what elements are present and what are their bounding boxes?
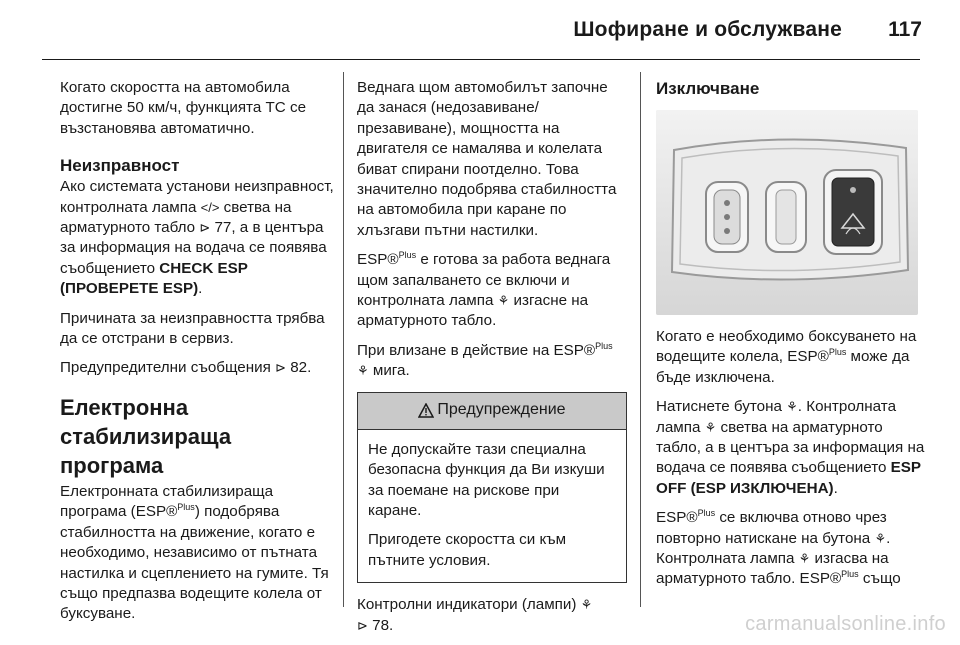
paragraph: Веднага щом автомобилът започне да занася (недозавиване/ презавиване), мощността на двигателя се намалява и колелата биват спирани поотделно. Това значително подобрява стабилността на автомобила при каране по хлъзгави пътни настилки.: [357, 79, 617, 239]
watermark: carmanualsonline.info: [745, 613, 946, 635]
page-header: [0, 0, 960, 60]
esp-button-illustration: [656, 110, 918, 315]
section-heading-fault: Неизправност: [60, 156, 180, 176]
paragraph: Предупредителни съобщения ⊳ 82.: [60, 359, 312, 377]
paragraph: Когато скоростта на автомобила достигне 50 км/ч, функцията TC се възстановява автоматично.: [60, 79, 307, 137]
section-heading-esp: Електронна стабилизираща програма: [60, 394, 232, 478]
esp-lamp-icon: ⚘: [704, 419, 717, 435]
paragraph: ESP®$^{Plus}$ се включва отново чрез повторно натискане на бутона ⚘. Контролната лампа ⚘ изгасва на арматурното табло. ESP®$^{Plus}$ също: [656, 508, 901, 588]
column-2: [357, 78, 627, 645]
header-rule: [42, 59, 920, 60]
paragraph: Контролни индикатори (лампи) ⚘ ⊳ 78.: [357, 596, 593, 634]
page-reference-arrow-icon: ⊳: [199, 220, 211, 236]
page-reference-arrow-icon: ⊳: [357, 617, 368, 633]
warning-text: Пригодете скоростта си към пътните условия.: [368, 531, 567, 569]
page-number: 117: [888, 18, 922, 41]
esp-lamp-icon: ⚘: [497, 293, 510, 309]
warning-header: [358, 393, 626, 430]
esp-lamp-icon: ⚘: [798, 551, 811, 567]
column-3: [656, 78, 926, 599]
traction-warning-icon: </>: [200, 199, 220, 215]
paragraph: ESP®$^{Plus}$ е готова за работа веднага щом запалването се включи и контролната лампа ⚘ изгасне на арматурното табло.: [357, 250, 611, 330]
paragraph: Ако системата установи неизправност, контролната лампа </> светва на арматурното табло ⊳ 77, а в центъра за информация на водача се появява съобщението CHECK ESP (ПРОВЕРЕТЕ ESP).: [60, 178, 334, 298]
paragraph: Когато е необходимо боксуването на водещите колела, ESP®$^{Plus}$ може да бъде изключена.: [656, 328, 917, 386]
paragraph: При влизане в действие на ESP®$^{Plus}$ ⚘ мига.: [357, 340, 613, 380]
warning-text: Не допускайте тази специална безопасна функция да Ви изкуши за поемане на рискове при каране.: [368, 440, 605, 519]
column-divider: [343, 72, 344, 607]
esp-lamp-icon: ⚘: [357, 363, 369, 379]
column-1: [60, 78, 338, 634]
esp-lamp-icon: ⚘: [580, 597, 593, 613]
paragraph: Електронната стабилизираща програма (ESP®$^{Plus}$) подобрява стабилността на движение, когато е необходимо, независимо от пътната настилка и сцеплението на гумите. Тя също предпазва водещите колела от буксуване.: [60, 482, 329, 623]
warning-title: Предупреждение: [437, 401, 566, 419]
dashboard-switch-panel-image: [656, 110, 918, 315]
warning-box: [357, 392, 627, 583]
warning-triangle-icon: [418, 403, 434, 418]
chapter-title: Шофиране и обслужване: [573, 18, 842, 41]
esp-lamp-icon: ⚘: [874, 530, 887, 546]
page-reference-arrow-icon: ⊳: [275, 360, 286, 376]
paragraph: Причината за неизправността трябва да се отстрани в сервиз.: [60, 309, 325, 348]
paragraph: Натиснете бутона ⚘. Контролната лампа ⚘ светва на арматурното табло, а в центъра за информация на водача се появява съобщението ESP OFF (ESP ИЗКЛЮЧЕНА).: [656, 398, 925, 497]
section-heading-off: Изключване: [656, 79, 760, 98]
column-divider: [640, 72, 641, 607]
esp-lamp-icon: ⚘: [786, 399, 798, 415]
